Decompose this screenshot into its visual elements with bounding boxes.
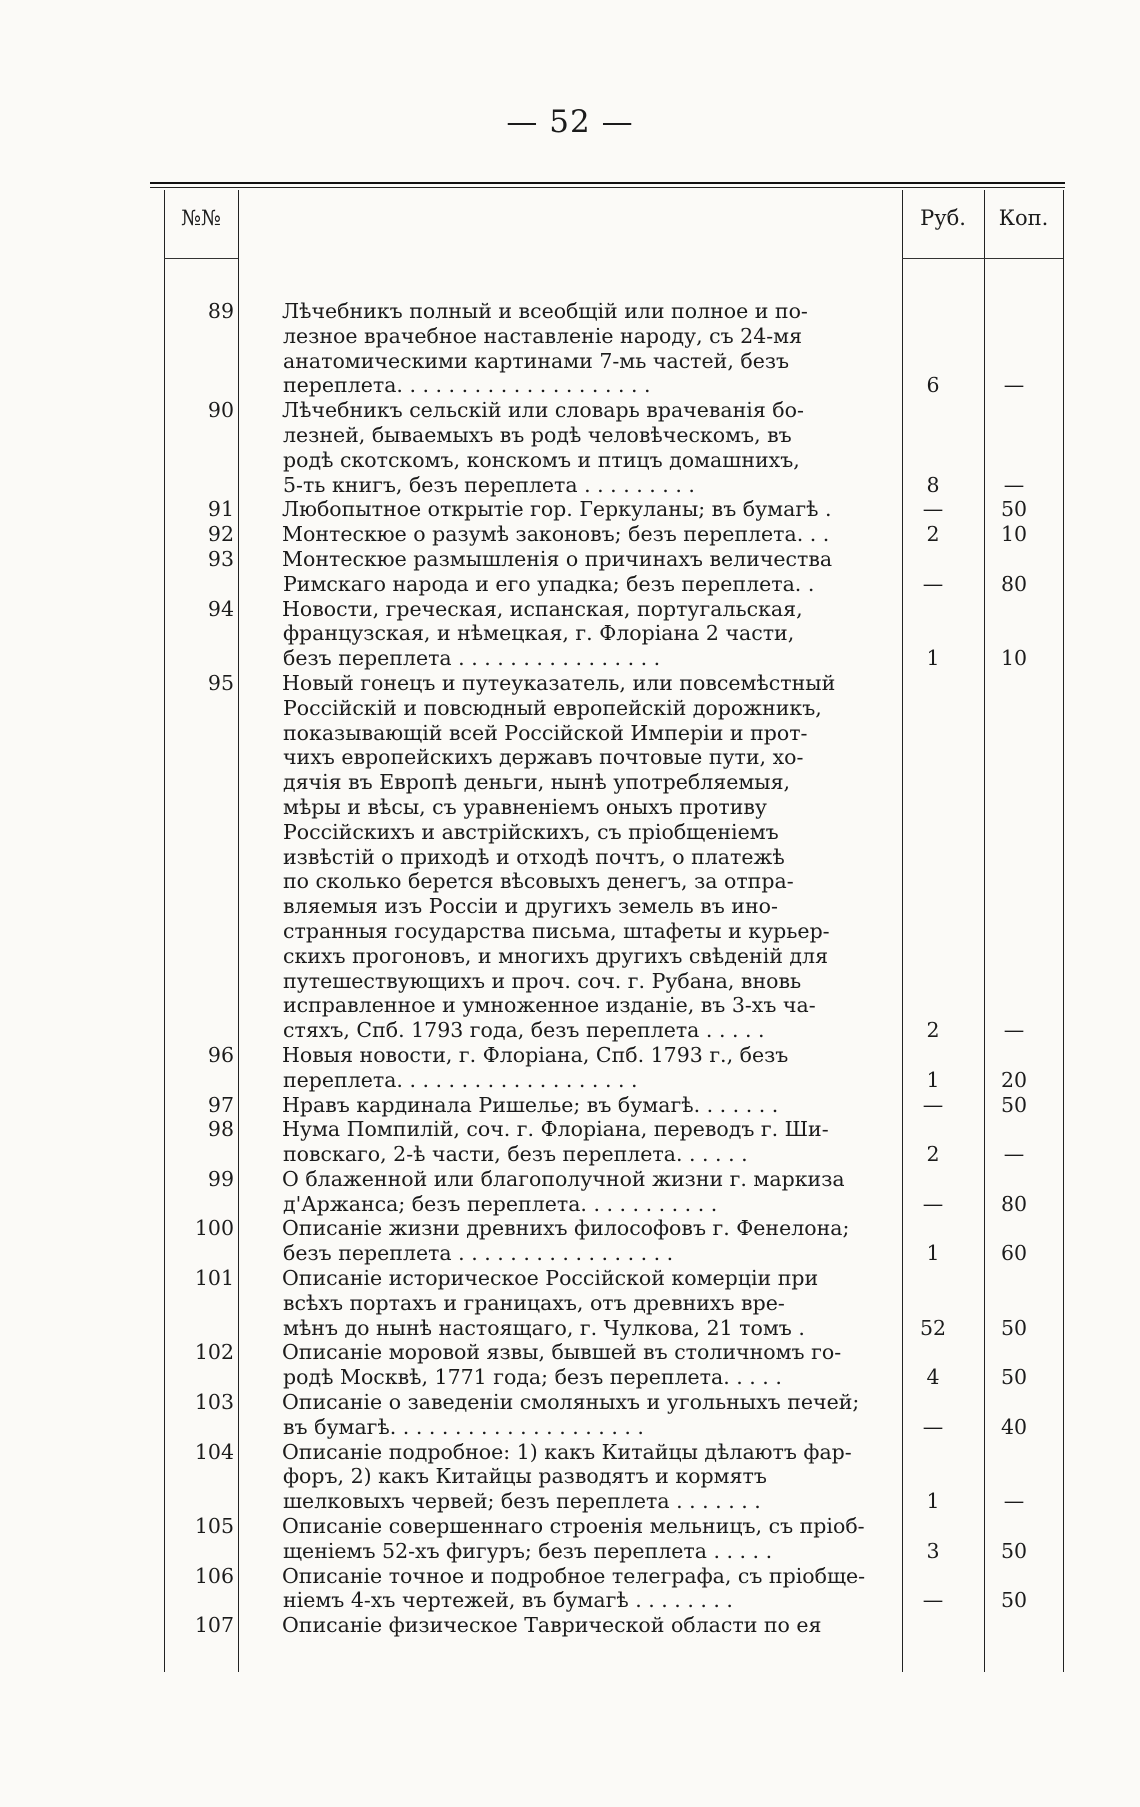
price-rubles: 2 xyxy=(926,1018,940,1043)
entry-description xyxy=(282,1117,892,1167)
price-rubles: 2 xyxy=(926,1142,940,1167)
header-num: №№ xyxy=(181,206,221,230)
description-line: Описаніе физическое Таврической области по ея xyxy=(282,1613,822,1638)
header-rule-prices xyxy=(902,258,1063,259)
price-kopecks: — xyxy=(1003,1018,1025,1043)
entry-description xyxy=(282,1340,892,1390)
description-line: щеніемъ 52-хъ фигуръ; безъ переплета . . . . . xyxy=(283,1538,773,1563)
price-rubles: 52 xyxy=(919,1315,947,1340)
entry-description xyxy=(282,671,892,1043)
table-row xyxy=(150,1117,1065,1167)
price-kopecks: — xyxy=(1003,373,1025,398)
entry-number: 104 xyxy=(194,1439,234,1464)
price-kopecks: — xyxy=(1003,472,1025,497)
description-line: Россійскій и повсюдный европейскій дорожникъ, xyxy=(283,695,822,720)
price-kopecks: 50 xyxy=(1000,1365,1028,1390)
price-rubles: — xyxy=(922,571,944,596)
price-kopecks: 10 xyxy=(1000,646,1028,671)
description-line: анатомическими картинами 7-мь частей, безъ xyxy=(283,348,790,373)
description-line: Лѣчебникъ сельскій или словарь врачеванія бо- xyxy=(282,398,804,423)
description-line: Монтескюе размышленія о причинахъ величества xyxy=(282,546,833,571)
price-kopecks: 10 xyxy=(1000,522,1028,547)
description-line: О блаженной или благополучной жизни г. маркиза xyxy=(282,1166,845,1191)
description-line: Описаніе подробное: 1) какъ Китайцы дѣлаютъ фар- xyxy=(282,1439,852,1464)
entry-number: 103 xyxy=(194,1390,234,1415)
table-row xyxy=(150,1266,1065,1340)
description-line: странныя государства письма, штафеты и курьер- xyxy=(283,918,830,943)
table-row xyxy=(150,1167,1065,1217)
description-line: Монтескюе о разумѣ законовъ; безъ переплета. . . xyxy=(282,522,830,547)
description-line: 5-ть книгъ, безъ переплета . . . . . . . . . xyxy=(283,472,695,497)
description-line: Описаніе точное и подробное телеграфа, съ пріобще- xyxy=(282,1563,866,1588)
description-line: скихъ прогоновъ, и многихъ другихъ свѣденій для xyxy=(283,943,829,968)
table-row xyxy=(150,547,1065,597)
table-row xyxy=(150,1390,1065,1440)
entry-description xyxy=(282,1564,892,1614)
description-line: Нума Помпилій, соч. г. Флоріана, переводъ г. Ши- xyxy=(282,1117,829,1142)
table-row xyxy=(150,1093,1065,1118)
entry-description xyxy=(282,1390,892,1440)
entry-number: 89 xyxy=(207,299,234,323)
entry-number: 102 xyxy=(194,1340,234,1365)
entry-number: 98 xyxy=(207,1117,234,1142)
table-top-rule-thin xyxy=(150,187,1065,188)
entry-description xyxy=(282,1613,892,1638)
entry-description xyxy=(282,299,892,398)
description-line: лезное врачебное наставленіе народу, съ 24-мя xyxy=(283,323,803,348)
price-rubles: 1 xyxy=(926,1489,940,1514)
table-row xyxy=(150,671,1065,1043)
description-line: шелковыхъ червей; безъ переплета . . . . . . . xyxy=(283,1489,761,1514)
description-line: всѣхъ портахъ и границахъ, отъ древнихъ вре- xyxy=(283,1290,785,1315)
price-kopecks: — xyxy=(1003,1142,1025,1167)
description-line: Описаніе совершеннаго строенія мельницъ, съ пріоб- xyxy=(282,1514,865,1539)
entry-number: 100 xyxy=(194,1216,234,1241)
price-rubles: — xyxy=(922,1588,944,1613)
table-row xyxy=(150,522,1065,547)
description-line: Новыя новости, г. Флоріана, Спб. 1793 г., безъ xyxy=(282,1042,789,1067)
description-line: родѣ скотскомъ, конскомъ и птицъ домашнихъ, xyxy=(283,447,800,472)
description-line: путешествующихъ и проч. соч. г. Рубана, вновь xyxy=(283,968,802,993)
price-kopecks: 50 xyxy=(1000,497,1028,522)
description-line: форъ, 2) какъ Китайцы разводятъ и кормятъ xyxy=(283,1464,767,1489)
entry-description xyxy=(282,1167,892,1217)
table-top-rule xyxy=(150,182,1065,184)
entry-description xyxy=(282,522,892,547)
price-rubles: 3 xyxy=(926,1538,940,1563)
table-row xyxy=(150,1340,1065,1390)
description-line: ніемъ 4-хъ чертежей, въ бумагѣ . . . . . . . . xyxy=(283,1588,733,1613)
entry-number: 105 xyxy=(194,1514,234,1539)
description-line: повскаго, 2-ѣ части, безъ переплета. . . . . . xyxy=(283,1142,748,1167)
table-row xyxy=(150,1564,1065,1614)
table-row xyxy=(150,1514,1065,1564)
table-row xyxy=(150,299,1065,398)
description-line: Лѣчебникъ полный и всеобщій или полное и по- xyxy=(282,299,808,323)
price-kopecks: 50 xyxy=(1000,1092,1028,1117)
table-row xyxy=(150,497,1065,522)
description-line: переплета. . . . . . . . . . . . . . . . . . . . xyxy=(283,373,651,398)
price-rubles: 1 xyxy=(926,1241,940,1266)
entry-number: 99 xyxy=(207,1166,234,1191)
description-line: д'Аржанса; безъ переплета. . . . . . . . . . . xyxy=(283,1191,718,1216)
price-rubles: 1 xyxy=(926,646,940,671)
description-line: Новый гонецъ и путеуказатель, или повсемѣстный xyxy=(282,670,836,695)
entry-number: 106 xyxy=(194,1563,234,1588)
description-line: родѣ Москвѣ, 1771 года; безъ переплета. . . . . xyxy=(283,1365,782,1390)
entry-number: 95 xyxy=(207,670,234,695)
description-line: Описаніе о заведеніи смоляныхъ и угольныхъ печей; xyxy=(282,1390,860,1415)
description-line: Описаніе историческое Россійской комерціи при xyxy=(282,1266,819,1291)
price-rubles: 2 xyxy=(926,522,940,547)
entry-number: 101 xyxy=(194,1266,234,1291)
table-row xyxy=(150,1043,1065,1093)
description-line: Описаніе жизни древнихъ философовъ г. Фенелона; xyxy=(282,1216,850,1241)
price-kopecks: 40 xyxy=(1000,1414,1028,1439)
description-line: Римскаго народа и его упадка; безъ переплета. . xyxy=(283,571,815,596)
price-kopecks: 80 xyxy=(1000,571,1028,596)
entry-description xyxy=(282,1216,892,1266)
description-line: чихъ европейскихъ державъ почтовые пути, хо- xyxy=(283,745,804,770)
entry-description xyxy=(282,597,892,671)
description-line: Новости, греческая, испанская, португальская, xyxy=(282,596,803,621)
price-kopecks: 60 xyxy=(1000,1241,1028,1266)
entry-number: 97 xyxy=(207,1092,234,1117)
table-row xyxy=(150,1216,1065,1266)
price-kopecks: 50 xyxy=(1000,1538,1028,1563)
entry-description xyxy=(282,497,892,522)
table-row xyxy=(150,1440,1065,1514)
description-line: показывающій всей Россійской Имперіи и прот- xyxy=(283,720,808,745)
entry-number: 92 xyxy=(207,522,234,547)
entry-description xyxy=(282,1514,892,1564)
price-kopecks: — xyxy=(1003,1489,1025,1514)
entry-number: 107 xyxy=(194,1613,234,1638)
description-line: по сколько берется вѣсовыхъ денегъ, за отпра- xyxy=(283,869,794,894)
description-line: исправленное и умноженное изданіе, въ 3-хъ ча- xyxy=(283,993,816,1018)
price-rubles: 4 xyxy=(926,1365,940,1390)
description-line: Нравъ кардинала Ришелье; въ бумагѣ. . . . . . . xyxy=(282,1092,779,1117)
price-rubles: — xyxy=(922,1092,944,1117)
catalog-table xyxy=(150,182,1065,1672)
description-line: Описаніе моровой язвы, бывшей въ столичномъ го- xyxy=(282,1340,842,1365)
description-line: безъ переплета . . . . . . . . . . . . . . . . . xyxy=(283,1241,674,1266)
description-line: вляемыя изъ Россіи и другихъ земель въ ино- xyxy=(283,894,778,919)
entry-description xyxy=(282,1440,892,1514)
entry-number: 91 xyxy=(207,497,234,522)
entry-description xyxy=(282,1043,892,1093)
price-kopecks: 50 xyxy=(1000,1588,1028,1613)
catalog-rows xyxy=(150,299,1065,1638)
entry-number: 94 xyxy=(207,596,234,621)
description-line: Россійскихъ и австрійскихъ, съ пріобщеніемъ xyxy=(283,819,779,844)
price-kopecks: 80 xyxy=(1000,1191,1028,1216)
description-line: извѣстій о приходѣ и отходѣ почтъ, о платежѣ xyxy=(283,844,785,869)
entry-description xyxy=(282,1093,892,1118)
description-line: стяхъ, Спб. 1793 года, безъ переплета . . . . . xyxy=(283,1018,765,1043)
table-row xyxy=(150,597,1065,671)
description-line: лезней, бываемыхъ въ родѣ человѣческомъ, въ xyxy=(283,422,792,447)
description-line: безъ переплета . . . . . . . . . . . . . . . . xyxy=(283,646,661,671)
description-line: въ бумагѣ. . . . . . . . . . . . . . . . . . . . xyxy=(283,1414,644,1439)
description-line: Любопытное открытіе гор. Геркуланы; въ бумагѣ . xyxy=(282,497,832,522)
entry-description xyxy=(282,398,892,497)
price-kopecks: 50 xyxy=(1000,1315,1028,1340)
description-line: французская, и нѣмецкая, г. Флоріана 2 части, xyxy=(283,621,795,646)
entry-number: 96 xyxy=(207,1042,234,1067)
description-line: мѣнъ до нынѣ настоящаго, г. Чулкова, 21 томъ . xyxy=(283,1315,805,1340)
price-kopecks: 20 xyxy=(1000,1067,1028,1092)
page-number: — 52 — xyxy=(506,104,634,140)
header-rule-num xyxy=(164,258,238,259)
price-rubles: — xyxy=(922,1414,944,1439)
price-rubles: 6 xyxy=(926,373,940,398)
description-line: мѣры и вѣсы, съ уравненіемъ оныхъ противу xyxy=(283,794,767,819)
price-rubles: 8 xyxy=(926,472,940,497)
entry-description xyxy=(282,1266,892,1340)
entry-description xyxy=(282,547,892,597)
price-rubles: — xyxy=(922,497,944,522)
price-rubles: 1 xyxy=(926,1067,940,1092)
table-row xyxy=(150,1613,1065,1638)
header-kop: Коп. xyxy=(998,206,1049,230)
entry-number: 93 xyxy=(207,546,234,571)
description-line: дячія въ Европѣ деньги, нынѣ употребляемыя, xyxy=(283,770,791,795)
price-rubles: — xyxy=(922,1191,944,1216)
table-row xyxy=(150,398,1065,497)
description-line: переплета. . . . . . . . . . . . . . . . . . . xyxy=(283,1067,638,1092)
header-rub: Руб. xyxy=(920,206,966,230)
entry-number: 90 xyxy=(207,398,234,423)
